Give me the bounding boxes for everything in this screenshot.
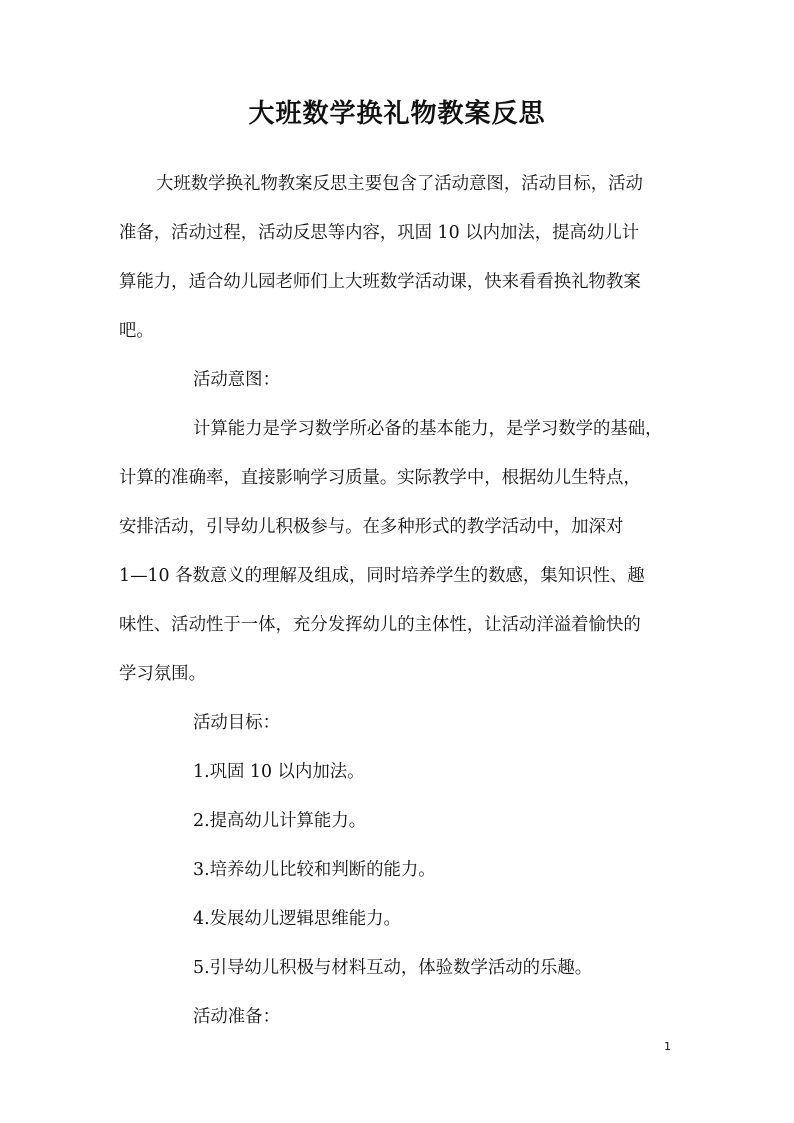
goal-item: 2.提高幼儿计算能力。 [193,811,367,831]
section-heading-preparation: 活动准备： [193,1007,280,1027]
intent-paragraph-line: 计算的准确率，直接影响学习质量。实际教学中，根据幼儿生特点， [119,468,641,488]
section-heading-goals: 活动目标： [193,713,280,733]
intent-paragraph-line: 学习氛围。 [119,664,206,684]
intent-paragraph-line: 1—10 各数意义的理解及组成，同时培养学生的数感，集知识性、趣 [119,566,645,586]
section-heading-intent: 活动意图： [193,370,280,390]
intent-paragraph-line: 味性、活动性于一体，充分发挥幼儿的主体性，让活动洋溢着愉快的 [119,615,641,635]
page-number: 1 [664,1040,671,1053]
intro-line: 吧。 [119,321,154,341]
goal-item: 4.发展幼儿逻辑思维能力。 [193,909,401,929]
intent-paragraph-line: 计算能力是学习数学所必备的基本能力，是学习数学的基础， [193,419,663,439]
document-title: 大班数学换礼物教案反思 [248,99,546,129]
goal-item: 1.巩固 10 以内加法。 [193,762,365,782]
intro-line: 算能力，适合幼儿园老师们上大班数学活动课，快来看看换礼物教案 [119,272,641,292]
intent-paragraph-line: 安排活动，引导幼儿积极参与。在多种形式的教学活动中，加深对 [119,517,624,537]
goal-item: 5.引导幼儿积极与材料互动，体验数学活动的乐趣。 [193,958,593,978]
intro-line: 大班数学换礼物教案反思主要包含了活动意图，活动目标，活动 [156,174,643,194]
goal-item: 3.培养幼儿比较和判断的能力。 [193,860,436,880]
intro-line: 准备，活动过程，活动反思等内容，巩固 10 以内加法，提高幼儿计 [119,223,640,243]
